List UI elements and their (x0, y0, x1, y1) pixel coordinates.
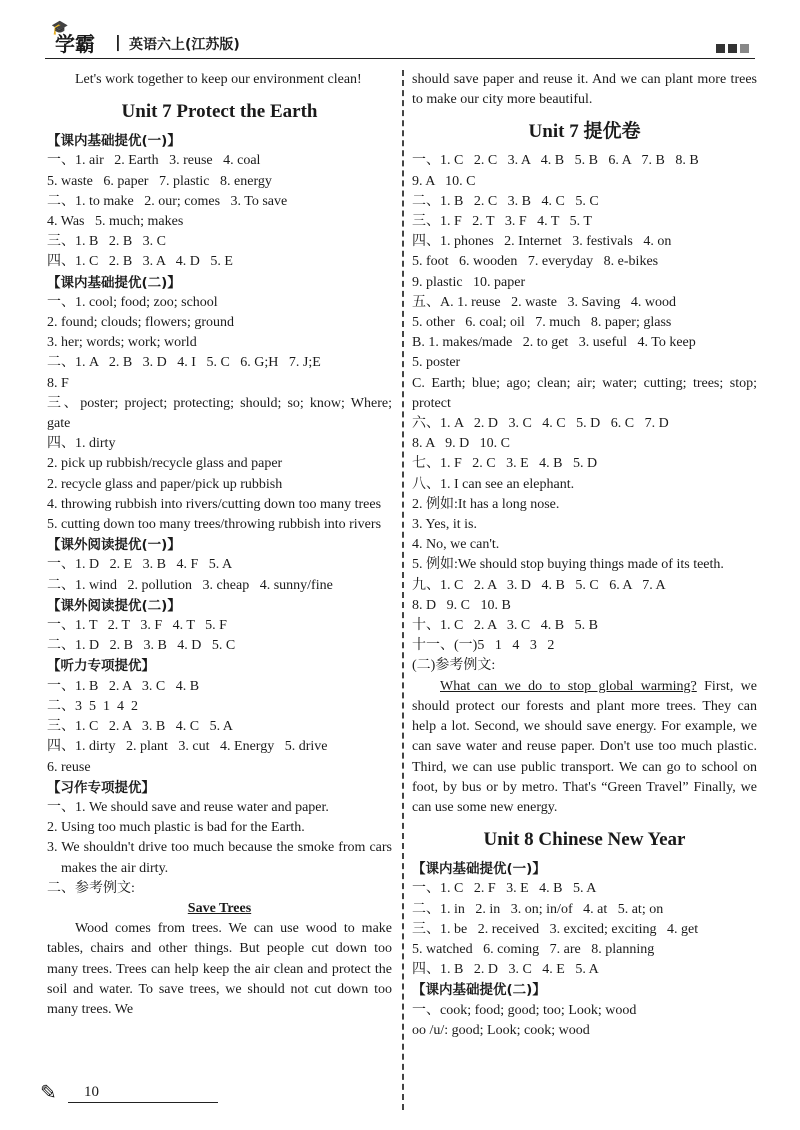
answer-line: 4. Was 5. much; makes (47, 214, 184, 230)
answer-line: 8. F (47, 375, 69, 391)
header-rule (45, 58, 755, 59)
answer-line: 6. reuse (47, 759, 91, 775)
section-heading: 【课内基础提优(一)】 (47, 133, 181, 150)
answer-line: 三、1. be 2. received 3. excited; exciting 4. get (412, 921, 699, 937)
answer-line: 二、3 5 1 4 2 (47, 698, 138, 714)
answer-line: 一、1. air 2. Earth 3. reuse 4. coal (47, 153, 261, 169)
answer-line: 2. recycle glass and paper/pick up rubbish (47, 476, 283, 492)
section-heading: 【习作专项提优】 (47, 779, 155, 796)
pencil-icon: ✎ (40, 1082, 57, 1104)
answer-line: 一、1. C 2. C 3. A 4. B 5. B 6. A 7. B 8. B (412, 153, 699, 169)
page-number: 10 (84, 1084, 99, 1100)
answer-line: 十一、(一)5 1 4 3 2 (412, 638, 555, 654)
brand-logo (51, 20, 95, 57)
answer-line: 四、1. phones 2. Internet 3. festivals 4. on (412, 234, 672, 250)
answer-line: 二、1. D 2. B 3. B 4. D 5. C (47, 638, 236, 654)
answer-line: 三、1. C 2. A 3. B 4. C 5. A (47, 719, 233, 735)
answer-line: 5. foot 6. wooden 7. everyday 8. e-bikes (412, 254, 659, 270)
answer-line: 二、参考例文: (47, 880, 135, 896)
left-column (47, 70, 392, 1020)
answer-line: 二、1. to make 2. our; comes 3. To save (47, 193, 288, 209)
section-heading: 【课内基础提优(二)】 (412, 982, 546, 999)
essay2-text (412, 677, 757, 818)
answer-line: oo /u/: good; Look; cook; wood (412, 1022, 590, 1038)
header-blocks-icon (716, 44, 749, 53)
answer-line: 一、1. cool; food; zoo; school (47, 294, 218, 310)
answer-line: 8. A 9. D 10. C (412, 436, 511, 452)
answer-line: 一、1. B 2. A 3. C 4. B (47, 678, 200, 694)
section-heading: 【课外阅读提优(二)】 (47, 597, 181, 614)
page-footer (40, 1080, 240, 1110)
page-header (45, 20, 755, 62)
answer-line: 3. Yes, it is. (412, 517, 477, 533)
answer-line: 5. waste 6. paper 7. plastic 8. energy (47, 173, 272, 189)
answer-line: 5. 例如:We should stop buying things made of its teeth. (412, 557, 724, 573)
answer-line: 四、1. C 2. B 3. A 4. D 5. E (47, 254, 233, 270)
answer-line: 九、1. C 2. A 3. D 4. B 5. C 6. A 7. A (412, 577, 666, 593)
answer-line: 5. other 6. coal; oil 7. much 8. paper; glass (412, 315, 672, 331)
answer-line: B. 1. makes/made 2. to get 3. useful 4. To keep (412, 335, 696, 351)
answer-line: (二)参考例文: (412, 658, 496, 674)
essay2-title: What can we do to stop global warming? (440, 678, 697, 694)
answer-line: 5. watched 6. coming 7. are 8. planning (412, 941, 655, 957)
footer-rule (68, 1102, 218, 1103)
answer-line: 8. D 9. C 10. B (412, 597, 511, 613)
section-heading: 【课内基础提优(二)】 (47, 274, 181, 291)
unit7-test-title: Unit 7 提优卷 (528, 121, 641, 143)
answer-line: 一、1. C 2. F 3. E 4. B 5. A (412, 881, 597, 897)
answer-line: 三、1. F 2. T 3. F 4. T 5. T (412, 214, 592, 230)
intro-text: Let's work together to keep our environment clean! (75, 72, 362, 87)
answer-line: 一、1. T 2. T 3. F 4. T 5. F (47, 618, 227, 634)
section-heading: 【课内基础提优(一)】 (412, 861, 546, 878)
answer-line: 六、1. A 2. D 3. C 4. C 5. D 6. C 7. D (412, 416, 669, 432)
answer-line: 3. We shouldn't drive too much because the smoke from cars makes the air dirty. (47, 840, 392, 876)
right-column (412, 70, 757, 1041)
section-heading: 【课外阅读提优(一)】 (47, 537, 181, 554)
section-heading: 【听力专项提优】 (47, 658, 155, 675)
answer-line: 五、A. 1. reuse 2. waste 3. Saving 4. wood (412, 294, 677, 310)
graduation-cap-icon: 🎓 (51, 20, 69, 36)
answer-line: 四、1. dirty (47, 436, 116, 452)
logo-text: 学霸 (55, 32, 95, 56)
answer-line: 9. plastic 10. paper (412, 274, 526, 290)
header-separator: | (115, 32, 121, 51)
answer-line: 二、1. A 2. B 3. D 4. I 5. C 6. G;H 7. J;E (47, 355, 321, 371)
answer-line: 四、1. dirty 2. plant 3. cut 4. Energy 5. drive (47, 739, 328, 755)
answer-line: 一、1. We should save and reuse water and paper. (47, 799, 329, 815)
answer-line: 二、1. B 2. C 3. B 4. C 5. C (412, 193, 599, 209)
answer-line: 2. Using too much plastic is bad for the Earth. (47, 820, 305, 836)
answer-line: 二、1. wind 2. pollution 3. cheap 4. sunny/fine (47, 577, 333, 593)
answer-line: 2. found; clouds; flowers; ground (47, 315, 235, 331)
column-divider (402, 70, 404, 1110)
answer-line: 3. her; words; work; world (47, 335, 197, 351)
answer-line: 2. 例如:It has a long nose. (412, 496, 560, 512)
answer-line: 七、1. F 2. C 3. E 4. B 5. D (412, 456, 598, 472)
essay-title: Save Trees (187, 900, 252, 916)
unit8-title: Unit 8 Chinese New Year (483, 829, 686, 851)
answer-line: 5. poster (412, 355, 461, 371)
answer-line: 八、1. I can see an elephant. (412, 476, 575, 492)
answer-line: 2. pick up rubbish/recycle glass and paper (47, 456, 283, 472)
book-title: 英语六上(江苏版) (129, 37, 240, 53)
answer-line: 9. A 10. C (412, 173, 476, 189)
answer-paragraph: C. Earth; blue; ago; clean; air; water; cutting; trees; stop; protect (412, 375, 757, 411)
answer-line: 5. cutting down too many trees/throwing rubbish into rivers (47, 517, 382, 533)
answer-line: 二、1. in 2. in 3. on; in/of 4. at 5. at; on (412, 901, 664, 917)
answer-line: 一、cook; food; good; too; Look; wood (412, 1002, 637, 1018)
answer-line: 4. throwing rubbish into rivers/cutting down too many trees (47, 496, 382, 512)
essay-text: Wood comes from trees. We can use wood to make tables, chairs and other things. But people cut down too many trees. Trees can help keep the air clean and protect the soil and water. To save trees, we should not cut down too many trees. We (47, 921, 392, 1017)
essay-continuation: should save paper and reuse it. And we can plant more trees to make our city more beautiful. (412, 72, 757, 108)
answer-line: 4. No, we can't. (412, 537, 500, 553)
answer-line: 四、1. B 2. D 3. C 4. E 5. A (412, 962, 599, 978)
essay2-body: First, we should protect our forests and plant more trees. They can help a lot. Second, we should save energy. For example, we can save water and reuse paper. Don't use too much plastic. Third, we can use public transport. We can go to school on foot, by bus or by metro. That's “Green Travel” Finally, we can use some new energy. (412, 678, 757, 815)
answer-line: 一、1. D 2. E 3. B 4. F 5. A (47, 557, 233, 573)
unit7-title: Unit 7 Protect the Earth (121, 101, 318, 123)
answer-line: 三、1. B 2. B 3. C (47, 234, 167, 250)
answer-paragraph: 三、poster; project; protecting; should; so; know; Where; gate (47, 395, 392, 432)
answer-line: 十、1. C 2. A 3. C 4. B 5. B (412, 618, 598, 634)
